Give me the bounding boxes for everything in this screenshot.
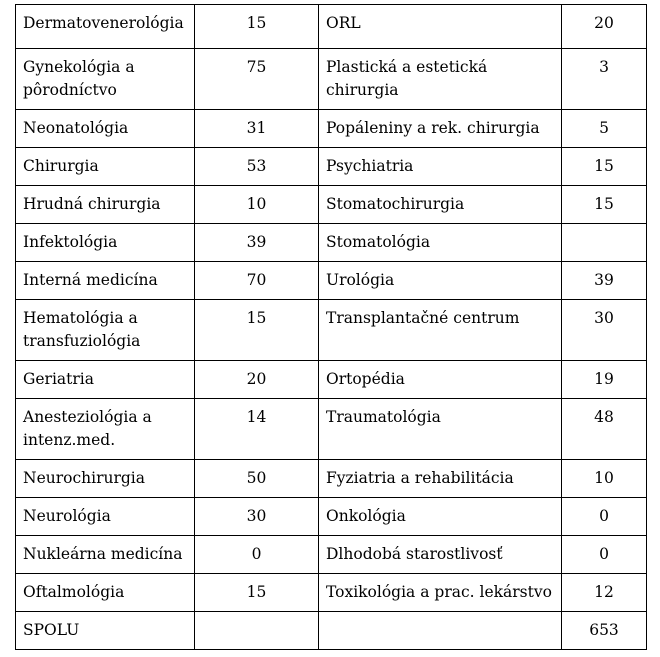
department-value: 39	[195, 224, 319, 262]
department-value: 70	[195, 262, 319, 300]
department-value: 15	[195, 574, 319, 612]
department-value: 50	[195, 460, 319, 498]
table-row	[16, 262, 647, 300]
department-name: Urológia	[319, 262, 562, 300]
department-value: 12	[562, 574, 647, 612]
department-name: ORL	[319, 5, 562, 49]
table-row	[16, 498, 647, 536]
department-name: Infektológia	[16, 224, 195, 262]
table-row	[16, 224, 647, 262]
department-beds-table	[15, 4, 647, 650]
department-name: Interná medicína	[16, 262, 195, 300]
department-name: Anesteziológia a intenz.med.	[16, 399, 195, 460]
department-name: Ortopédia	[319, 361, 562, 399]
department-value: 53	[195, 148, 319, 186]
department-name: Hematológia a transfuziológia	[16, 300, 195, 361]
department-name: Dermatovenerológia	[16, 5, 195, 49]
total-row	[16, 612, 647, 650]
department-name: Oftalmológia	[16, 574, 195, 612]
department-name: Onkológia	[319, 498, 562, 536]
total-label: SPOLU	[16, 612, 195, 650]
department-value: 14	[195, 399, 319, 460]
department-value: 3	[562, 49, 647, 110]
department-name: Plastická a estetická chirurgia	[319, 49, 562, 110]
empty-cell	[319, 612, 562, 650]
department-value: 0	[562, 498, 647, 536]
department-name: Psychiatria	[319, 148, 562, 186]
department-name: Toxikológia a prac. lekárstvo	[319, 574, 562, 612]
department-name: Popáleniny a rek. chirurgia	[319, 110, 562, 148]
table-row	[16, 536, 647, 574]
department-value: 5	[562, 110, 647, 148]
department-name: Stomatológia	[319, 224, 562, 262]
department-name: Neurochirurgia	[16, 460, 195, 498]
table-row	[16, 186, 647, 224]
department-value: 15	[195, 300, 319, 361]
table-row	[16, 399, 647, 460]
department-value: 48	[562, 399, 647, 460]
table-row	[16, 361, 647, 399]
table-row	[16, 574, 647, 612]
table-row	[16, 5, 647, 49]
department-name: Transplantačné centrum	[319, 300, 562, 361]
total-value: 653	[562, 612, 647, 650]
empty-cell	[195, 612, 319, 650]
department-value: 10	[195, 186, 319, 224]
department-value: 31	[195, 110, 319, 148]
department-name: Stomatochirurgia	[319, 186, 562, 224]
department-value: 75	[195, 49, 319, 110]
table-row	[16, 148, 647, 186]
department-value	[562, 224, 647, 262]
department-value: 10	[562, 460, 647, 498]
table-row	[16, 300, 647, 361]
department-name: Dlhodobá starostlivosť	[319, 536, 562, 574]
department-name: Hrudná chirurgia	[16, 186, 195, 224]
department-name: Chirurgia	[16, 148, 195, 186]
department-name: Traumatológia	[319, 399, 562, 460]
department-value: 15	[195, 5, 319, 49]
department-value: 30	[562, 300, 647, 361]
table-row	[16, 460, 647, 498]
department-name: Geriatria	[16, 361, 195, 399]
department-value: 15	[562, 148, 647, 186]
department-value: 0	[562, 536, 647, 574]
department-name: Gynekológia a pôrodníctvo	[16, 49, 195, 110]
department-value: 30	[195, 498, 319, 536]
department-value: 15	[562, 186, 647, 224]
department-name: Nukleárna medicína	[16, 536, 195, 574]
department-value: 19	[562, 361, 647, 399]
department-value: 20	[195, 361, 319, 399]
department-value: 0	[195, 536, 319, 574]
department-value: 20	[562, 5, 647, 49]
department-value: 39	[562, 262, 647, 300]
department-name: Neurológia	[16, 498, 195, 536]
department-name: Neonatológia	[16, 110, 195, 148]
department-name: Fyziatria a rehabilitácia	[319, 460, 562, 498]
table-row	[16, 110, 647, 148]
table-row	[16, 49, 647, 110]
